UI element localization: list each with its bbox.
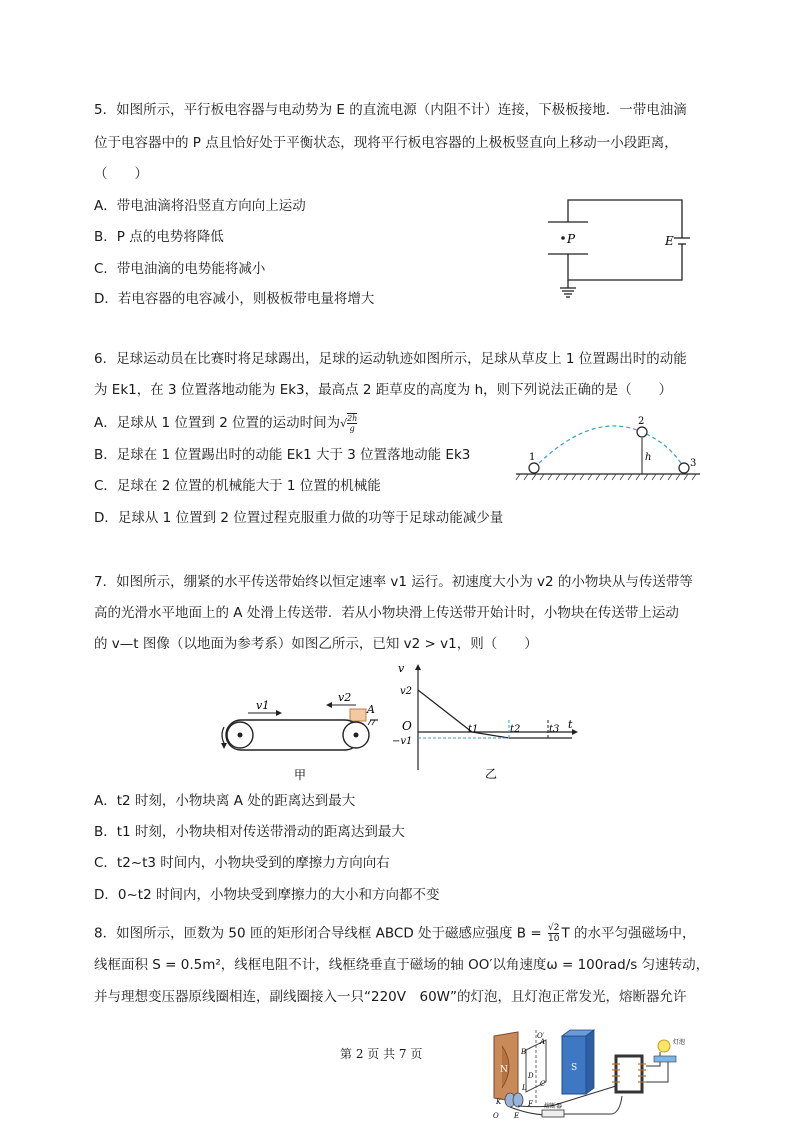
field-fraction-den: 10 [547,934,560,944]
tick-t1: t1 [468,724,479,735]
fuse [542,1110,564,1117]
q6-option-a-text: A．足球从 1 位置到 2 位置的运动时间为 [94,415,341,431]
origin-o: O [402,719,412,733]
q6-option-c: C．足球在 2 位置的机械能大于 1 位置的机械能 [94,478,381,494]
label-c-corner: C [540,1080,546,1088]
q8-stem-line2: 线框面积 S = 0.5m²，线框电阻不计，线框绕垂直于磁场的轴 OO′以角速度ω = 100rad/s 匀速转动， [94,957,710,973]
q5-option-a: A．带电油滴将沿竖直方向向上运动 [94,198,306,214]
q5-stem-line2: 位于电容器中的 P 点且恰好处于平衡状态，现将平行板电容器的上极板竖直向上移动一小段距离， [94,135,678,151]
q5-stem-line1: 5．如图所示，平行板电容器与电动势为 E 的直流电源（内阻不计）连接，下极板接地．一带电油滴 [94,102,687,118]
q7-option-c: C．t2~t3 时间内，小物块受到的摩擦力方向向右 [94,855,390,871]
oil-drop-point [561,236,565,240]
label-h: h [645,452,652,463]
q6-stem-line1: 6．足球运动员在比赛时将足球踢出，足球的运动轨迹如图所示，足球从草皮上 1 位置踢出时的动能 [94,351,687,367]
label-d-corner: D [528,1072,534,1080]
q6-option-d: D．足球从 1 位置到 2 位置过程克服重力做的功等于足球动能减少量 [94,510,504,526]
field-fraction-num: √2 [547,923,560,933]
label-s: S [571,1063,578,1073]
label-a-corner: A [540,1038,546,1046]
q8-line1-pre: 8．如图所示，匝数为 50 匝的矩形闭合导线框 ABCD 处于磁感应强度 B = [94,925,542,942]
q6-option-a [94,413,357,434]
ball-position-1 [529,463,539,473]
sqrt-fraction [347,413,357,433]
fraction-denominator: g [349,424,355,433]
q5-option-d: D．若电容器的电容减小，则极板带电量将增大 [94,291,375,307]
fraction-numerator: 2h [347,414,358,423]
q8-stem-line3: 并与理想变压器原线圈相连，副线圈接入一只“220V 60W”的灯泡，且灯泡正常发光，熔断器允许 [94,989,687,1005]
label-f: F [528,1100,533,1108]
q7-option-d: D．0~t2 时间内，小物块受到摩擦力的大小和方向都不变 [94,887,440,903]
tick-t3: t3 [549,724,560,735]
q8-stem-line1 [94,923,695,944]
field-fraction [548,923,559,944]
q7-stem-line3: 的 v—t 图像（以地面为参考系）如图乙所示，已知 v2 > v1，则（ ） [94,636,538,652]
q8-generator-transformer-diagram [488,1026,693,1120]
axis-label-v: v [398,662,405,675]
caption-jia: 甲 [294,768,307,782]
q5-answer-bracket: （ ） [94,166,148,182]
label-2: 2 [638,416,645,427]
q6-option-b: B．足球在 1 位置踢出时的动能 Ek1 大于 3 位置落地动能 Ek3 [94,447,471,463]
label-o: O [493,1112,499,1120]
q5-option-c: C．带电油滴的电势能将减小 [94,261,266,277]
label-n: N [500,1065,508,1075]
label-a: A [367,703,375,716]
q6-football-trajectory-diagram [512,414,704,484]
label-b-corner: B [521,1048,527,1056]
q7-conveyor-belt-diagram [210,685,380,785]
page-footer: 第 2 页 共 7 页 [340,1047,423,1061]
tick-v2: v2 [400,686,413,697]
axis-label-t: t [568,718,573,731]
q8-line1-post: T 的水平匀强磁场中， [561,925,696,942]
q5-capacitor-circuit-diagram [540,192,700,302]
tick-t2: t2 [510,724,521,735]
lamp-bulb [658,1040,670,1052]
label-v1: v1 [256,699,270,712]
label-1: 1 [529,452,536,463]
label-e-brush: E [514,1112,520,1120]
label-3: 3 [690,458,697,469]
label-lamp: 灯泡 [673,1039,686,1046]
sqrt-symbol: √ [340,417,348,430]
q5-option-b: B．P 点的电势将降低 [94,229,224,245]
block-a [350,709,366,721]
ball-position-3 [679,463,689,473]
label-v2: v2 [338,691,352,704]
label-l: L [522,1084,527,1092]
tick-neg-v1: −v1 [392,736,413,747]
label-p: P [567,232,576,246]
q7-option-a: A．t2 时刻，小物块离 A 处的距离达到最大 [94,793,356,809]
ball-position-2 [637,427,647,437]
transformer-core [616,1056,642,1092]
q7-stem-line1: 7．如图所示，绷紧的水平传送带始终以恒定速率 v1 运行。初速度大小为 v2 的小物块从与传送带等 [94,574,693,590]
caption-yi: 乙 [485,767,498,781]
label-fuse: 熔断器 [544,1103,563,1110]
q7-stem-line2: 高的光滑水平地面上的 A 处滑上传送带．若从小物块滑上传送带开始计时，小物块在传送带上运动 [94,605,679,621]
q7-option-b: B．t1 时刻，小物块相对传送带滑动的距离达到最大 [94,824,405,840]
label-e: E [665,234,674,248]
label-k: K [496,1098,502,1106]
label-o-prime: O′ [537,1032,545,1040]
q7-vt-graph [392,660,582,785]
q6-stem-line2: 为 Ek1，在 3 位置落地动能为 Ek3，最高点 2 距草皮的高度为 h，则下列说法正确的是（ ） [94,382,673,398]
